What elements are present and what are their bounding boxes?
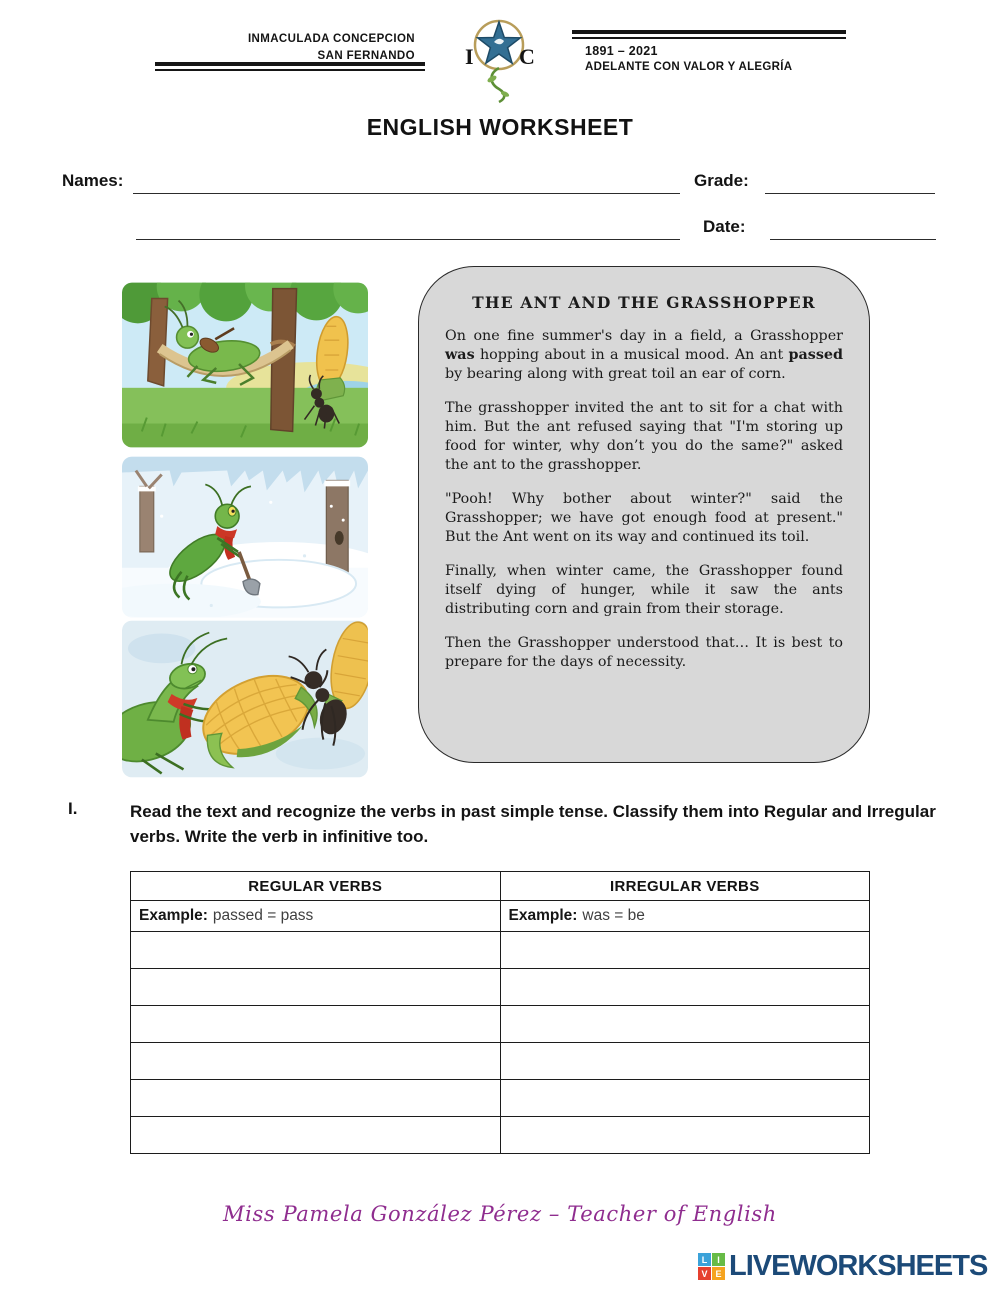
grade-label: Grade:	[694, 171, 749, 190]
lws-square-l: L	[698, 1253, 711, 1266]
regular-answer-cell[interactable]	[131, 1117, 501, 1154]
story-paragraph: Finally, when winter came, the Grasshopper found itself dying of hunger, while it saw the ants distributing corn and grain from their storage.	[445, 563, 843, 617]
header-right-divider	[572, 30, 846, 39]
exercise-instruction: Read the text and recognize the verbs in past simple tense. Classify them into Regular and Irregular verbs. Write the verb in infinitive too.	[130, 802, 936, 846]
story-box	[418, 266, 870, 763]
header-left-divider	[155, 62, 425, 71]
regular-answer-cell[interactable]	[131, 969, 501, 1006]
winter-scene-illustration	[122, 456, 368, 618]
story-paragraph: The grasshopper invited the ant to sit for a chat with him. But the ant refused saying that "I'm storing up food for winter, why don’t you do the same?" asked the ant to the grasshopper.	[445, 400, 843, 473]
answer-row	[131, 1080, 870, 1117]
liveworksheets-wordmark: LIVEWORKSHEETS	[729, 1250, 988, 1282]
school-name	[155, 31, 415, 65]
example-row	[131, 901, 870, 932]
exercise-number: I.	[68, 799, 78, 818]
lws-square-v: V	[698, 1267, 711, 1280]
answer-row	[131, 969, 870, 1006]
svg-text:I: I	[465, 44, 474, 69]
liveworksheets-logo[interactable]	[698, 1250, 987, 1283]
regular-answer-cell[interactable]	[131, 932, 501, 969]
answer-row	[131, 932, 870, 969]
lws-square-i: I	[712, 1253, 725, 1266]
school-name-line1: INMACULADA CONCEPCION	[247, 33, 415, 45]
story-paragraph: On one fine summer's day in a field, a Grasshopper was hopping about in a musical mood. An ant passed by bearing along with great toil an ear of corn.	[445, 328, 843, 382]
verbs-table-header-row	[131, 872, 870, 901]
lws-square-e: E	[712, 1267, 725, 1280]
grade-input-line[interactable]	[765, 170, 935, 194]
regular-verbs-header: REGULAR VERBS	[131, 872, 501, 901]
irregular-answer-cell[interactable]	[500, 1006, 870, 1043]
sharing-corn-illustration	[122, 620, 368, 778]
regular-answer-cell[interactable]	[131, 1080, 501, 1117]
regular-example-cell: Example: passed = pass	[131, 901, 501, 932]
verbs-table	[130, 871, 870, 1154]
answer-row	[131, 1117, 870, 1154]
irregular-example-cell: Example: was = be	[500, 901, 870, 932]
date-input-line[interactable]	[770, 216, 936, 240]
answer-row	[131, 1043, 870, 1080]
liveworksheets-squares	[698, 1253, 725, 1280]
names-input-line[interactable]	[133, 170, 680, 194]
school-name-line2: SAN FERNANDO	[317, 50, 415, 62]
irregular-answer-cell[interactable]	[500, 1080, 870, 1117]
page-title: ENGLISH WORKSHEET	[366, 114, 634, 140]
irregular-answer-cell[interactable]	[500, 1117, 870, 1154]
irregular-answer-cell[interactable]	[500, 932, 870, 969]
verbs-table-body	[131, 901, 870, 1154]
school-anniversary-years: 1891 – 2021	[585, 44, 658, 58]
tree-trunk-left	[148, 299, 168, 386]
date-label: Date:	[703, 217, 746, 236]
irregular-answer-cell[interactable]	[500, 969, 870, 1006]
story-paragraph: Then the Grasshopper understood that… It is best to prepare for the days of necessity.	[445, 635, 843, 670]
school-crest-icon	[458, 12, 540, 104]
summer-scene-illustration	[122, 282, 368, 448]
story-paragraphs	[445, 327, 843, 672]
story-title: THE ANT AND THE GRASSHOPPER	[472, 293, 816, 312]
names-input-line-2[interactable]	[136, 216, 680, 240]
teacher-signature: Miss Pamela González Pérez – Teacher of English	[223, 1202, 777, 1226]
answer-row	[131, 1006, 870, 1043]
svg-text:C: C	[519, 44, 535, 69]
regular-answer-cell[interactable]	[131, 1006, 501, 1043]
regular-answer-cell[interactable]	[131, 1043, 501, 1080]
school-motto: ADELANTE CON VALOR Y ALEGRÍA	[585, 61, 793, 73]
names-label: Names:	[62, 171, 124, 190]
story-paragraph: "Pooh! Why bother about winter?" said the Grasshopper; we have got enough food at present." But the Ant went on its way and continued its toil.	[445, 491, 843, 545]
irregular-verbs-header: IRREGULAR VERBS	[500, 872, 870, 901]
irregular-answer-cell[interactable]	[500, 1043, 870, 1080]
